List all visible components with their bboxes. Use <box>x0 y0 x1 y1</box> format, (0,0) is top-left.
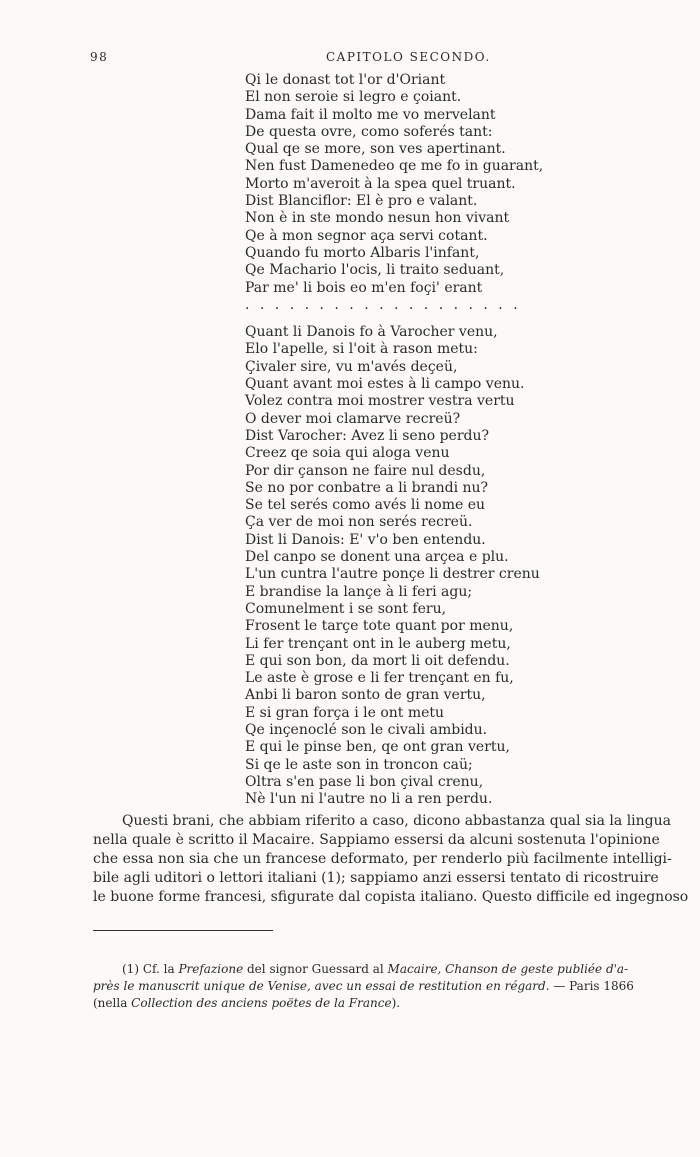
verse-line: Se tel serés como avés li nome eu <box>245 497 486 514</box>
verse-line: O dever moi clamarve recreü? <box>245 410 461 427</box>
verse-line: Ça ver de moi non serés recreü. <box>245 514 473 531</box>
verse-line: E si gran força i le ont metu <box>245 704 445 721</box>
verse-line: Dist Varocher: Avez li seno perdu? <box>245 427 490 444</box>
verse-line: Nen fust Damenedeo qe me fo in guarant, <box>245 158 544 175</box>
prose-line: nella quale è scritto il Macaire. Sappiamo essersi da alcuni sostenuta l'opinione <box>93 832 660 848</box>
verse-line: Qe Machario l'ocis, li traito seduant, <box>245 262 505 279</box>
stanza-gap <box>245 314 543 324</box>
page-number: 98 <box>90 50 109 64</box>
verse-line: L'un cuntra l'autre ponçe li destrer crenu <box>245 566 540 583</box>
verse-line: Quant li Danois fo à Varocher venu, <box>245 324 498 341</box>
verse-line: Dist Blanciflor: El è pro e valant. <box>245 193 478 210</box>
verse-line: Dist li Danois: E' v'o ben entendu. <box>245 531 486 548</box>
verse-line: Elo l'apelle, si l'oit à rason metu: <box>245 341 478 358</box>
footnote-text: ). <box>391 996 401 1010</box>
verse-line: Par me' li bois eo m'en foçi' erant <box>245 279 483 296</box>
footnote-italic: Prefazione <box>178 962 244 976</box>
verse-line: E qui son bon, da mort li oit defendu. <box>245 652 510 669</box>
verse-line: Comunelment i se sont feru, <box>245 600 447 617</box>
verse-line: Qi le donast tot l'or d'Oriant <box>245 72 446 88</box>
prose-paragraph <box>93 812 700 907</box>
verse-line: Qe inçenoclé son le civali ambidu. <box>245 721 488 738</box>
verse-line: Creez qe soia qui aloga venu <box>245 445 450 462</box>
footnote-text: (nella <box>93 996 132 1010</box>
verse-line: Le aste è grose e li fer trençant en fu, <box>245 670 514 687</box>
verse-line: Por dir çanson ne faire nul desdu, <box>245 462 486 479</box>
verse-line: Nè l'un ni l'autre no li a ren perdu. <box>245 791 493 808</box>
verse-line: Çivaler sire, vu m'avés deçeü, <box>245 358 458 375</box>
verse-line: El non seroie si legro e çoiant. <box>245 89 462 106</box>
running-head <box>90 50 700 70</box>
verse-line: De questa ovre, como soferés tant: <box>245 123 493 140</box>
verse-line: Si qe le aste son in troncon caü; <box>245 756 473 773</box>
footnote-text: — Paris 1866 <box>549 979 634 993</box>
verse-line: E qui le pinse ben, qe ont gran vertu, <box>245 739 510 756</box>
verse-block <box>245 72 543 808</box>
verse-line: Oltra s'en pase li bon çival crenu, <box>245 773 484 790</box>
verse-line: Morto m'averoit à la spea quel truant. <box>245 175 516 192</box>
footnote-line <box>93 978 700 995</box>
footnote-text: del signor Guessard al <box>243 962 388 976</box>
verse-line: E brandise la lançe à li feri agu; <box>245 583 473 600</box>
footnote-italic: Macaire, Chanson de geste publiée d'a- <box>387 962 629 976</box>
verse-line: Del canpo se donent una arçea e plu. <box>245 549 509 566</box>
footnote-line <box>93 961 700 978</box>
verse-line: Dama fait il molto me vo mervelant <box>245 106 496 123</box>
verse-line: Qual qe se more, son ves apertinant. <box>245 141 506 158</box>
ellipsis-line: . . . . . . . . . . . . . . . . . . . <box>245 296 521 313</box>
footnote <box>93 961 700 1012</box>
verse-line: Anbi li baron sonto de gran vertu, <box>245 687 486 704</box>
chapter-title: CAPITOLO SECONDO. <box>326 50 491 64</box>
prose-line: Questi brani, che abbiam riferito a caso, dicono abbastanza qual sia la lingua <box>122 813 671 829</box>
footnote-text: (1) Cf. la <box>122 962 179 976</box>
verse-line: Se no por conbatre a li brandi nu? <box>245 479 489 496</box>
verse-line: Quant avant moi estes à li campo venu. <box>245 376 525 393</box>
verse-line: Li fer trençant ont in le auberg metu, <box>245 635 511 652</box>
prose-line: bile agli uditori o lettori italiani (1); sappiamo anzi essersi tentato di ricostruire <box>93 870 659 886</box>
prose-line: che essa non sia che un francese deformato, per renderlo più facilmente intelligi- <box>93 851 672 867</box>
verse-line: Qe à mon segnor aça servi cotant. <box>245 227 488 244</box>
verse-line: Frosent le tarçe tote quant por menu, <box>245 618 514 635</box>
verse-line: Quando fu morto Albaris l'infant, <box>245 244 480 261</box>
footnote-divider <box>93 930 273 931</box>
footnote-italic: près le manuscrit unique de Venise, avec un essai de restitution en régard. <box>93 979 550 993</box>
footnote-italic: Collection des anciens poëtes de la France <box>131 996 392 1010</box>
prose-line: le buone forme francesi, sfigurate dal copista italiano. Questo difficile ed ingegnoso <box>93 889 689 905</box>
verse-line: Non è in ste mondo nesun hon vivant <box>245 210 510 227</box>
verse-line: Volez contra moi mostrer vestra vertu <box>245 393 515 410</box>
footnote-line <box>93 995 700 1012</box>
